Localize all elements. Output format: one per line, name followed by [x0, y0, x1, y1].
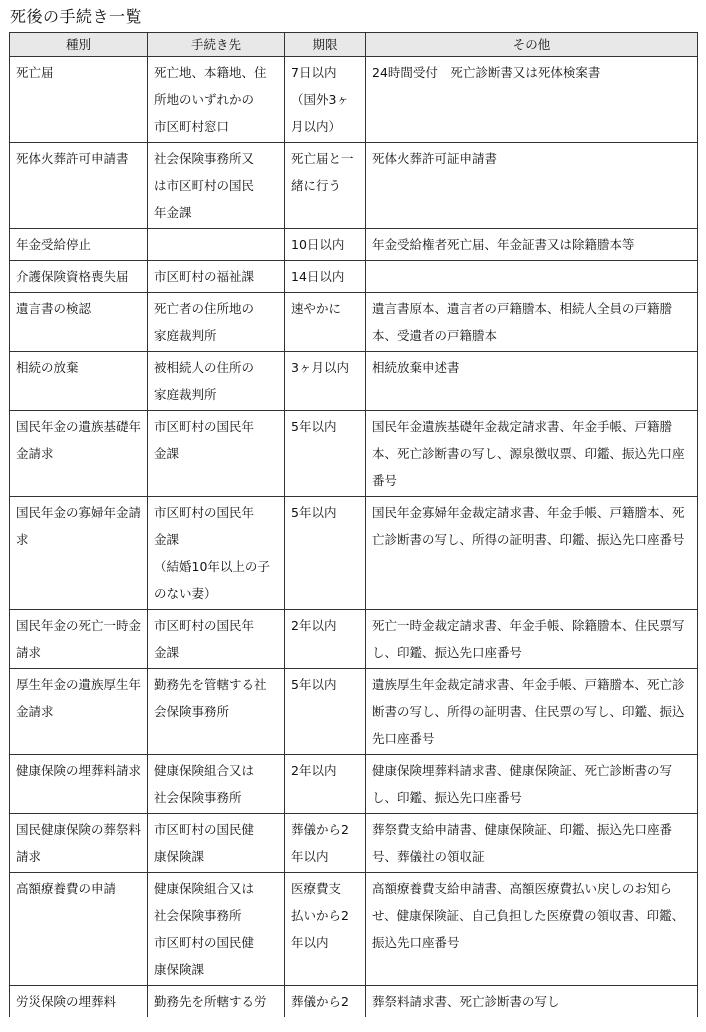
cell-type: 国民健康保険の葬祭料請求	[10, 814, 148, 873]
cell-place-line: 被相続人の住所の	[154, 360, 255, 375]
cell-place-line: 家庭裁判所	[154, 328, 217, 343]
cell-deadline-line: 7日以内	[291, 65, 337, 80]
cell-deadline	[285, 261, 366, 293]
cell-place-line: 市区町村の国民健	[154, 822, 255, 837]
cell-place-line: 市区町村の国民年	[154, 618, 255, 633]
cell-type: 高額療養費の申請	[10, 873, 148, 986]
cell-type: 国民年金の寡婦年金請求	[10, 497, 148, 610]
cell-type: 遺言書の検認	[10, 293, 148, 352]
cell-place-line: 康保険課	[154, 849, 205, 864]
cell-place-line: 市区町村窓口	[154, 119, 230, 134]
table-row	[10, 755, 698, 814]
cell-place-line: 健康保険組合又は	[154, 763, 255, 778]
cell-other: 葬祭費支給申請書、健康保険証、印鑑、振込先口座番号、葬儀社の領収証	[366, 814, 698, 873]
cell-deadline-line: 払いから2	[291, 908, 349, 923]
table-row	[10, 814, 698, 873]
cell-place-line: 康保険課	[154, 962, 205, 977]
cell-deadline	[285, 755, 366, 814]
table-row	[10, 986, 698, 1018]
cell-place-line: （結婚10年以上の子	[154, 559, 270, 574]
cell-deadline	[285, 669, 366, 755]
cell-place-line: 市区町村の国民年	[154, 419, 255, 434]
header-deadline: 期限	[285, 33, 366, 57]
page-title: 死後の手続き一覧	[10, 7, 143, 26]
table-row	[10, 352, 698, 411]
cell-place-line: 健康保険組合又は	[154, 881, 255, 896]
cell-type: 年金受給停止	[10, 229, 148, 261]
table-row	[10, 229, 698, 261]
cell-deadline	[285, 986, 366, 1018]
cell-other: 国民年金遺族基礎年金裁定請求書、年金手帳、戸籍謄本、死亡診断書の写し、源泉徴収票、印鑑、振込先口座番号	[366, 411, 698, 497]
cell-other: 相続放棄申述書	[366, 352, 698, 411]
cell-place-line: 年金課	[154, 205, 192, 220]
cell-place-line: 社会保険事務所又	[154, 151, 255, 166]
header-type: 種別	[10, 33, 148, 57]
table-row	[10, 293, 698, 352]
table-row	[10, 411, 698, 497]
cell-place	[148, 669, 285, 755]
cell-other: 葬祭料請求書、死亡診断書の写し	[366, 986, 698, 1018]
cell-place	[148, 497, 285, 610]
cell-other: 遺言書原本、遺言者の戸籍謄本、相続人全員の戸籍謄本、受遺者の戸籍謄本	[366, 293, 698, 352]
cell-type: 国民年金の遺族基礎年金請求	[10, 411, 148, 497]
cell-place	[148, 873, 285, 986]
cell-place-line: のない妻）	[154, 586, 217, 601]
cell-place-line: 死亡者の住所地の	[154, 301, 255, 316]
cell-deadline-line: 緒に行う	[291, 178, 342, 193]
cell-place	[148, 352, 285, 411]
cell-place	[148, 229, 285, 261]
cell-place	[148, 755, 285, 814]
cell-deadline-line: 2年以内	[291, 763, 337, 778]
cell-type: 介護保険資格喪失届	[10, 261, 148, 293]
cell-deadline-line: 年以内	[291, 935, 329, 950]
cell-deadline	[285, 411, 366, 497]
table-row	[10, 873, 698, 986]
cell-other: 健康保険埋葬料請求書、健康保険証、死亡診断書の写し、印鑑、振込先口座番号	[366, 755, 698, 814]
cell-deadline	[285, 610, 366, 669]
cell-deadline-line: 葬儀から2	[291, 994, 349, 1009]
cell-deadline-line: 14日以内	[291, 269, 345, 284]
header-place: 手続き先	[148, 33, 285, 57]
cell-deadline-line: 2年以内	[291, 618, 337, 633]
cell-deadline	[285, 143, 366, 229]
cell-place-line: 死亡地、本籍地、住	[154, 65, 267, 80]
table-body	[10, 57, 698, 1018]
cell-deadline-line: （国外3ヶ	[291, 92, 349, 107]
cell-place-line: 勤務先を所轄する労	[154, 994, 267, 1009]
cell-deadline-line: 5年以内	[291, 419, 337, 434]
cell-deadline-line: 10日以内	[291, 237, 345, 252]
cell-deadline-line: 死亡届と一	[291, 151, 354, 166]
cell-other: 年金受給権者死亡届、年金証書又は除籍謄本等	[366, 229, 698, 261]
cell-place-line: 所地のいずれかの	[154, 92, 255, 107]
cell-deadline	[285, 293, 366, 352]
table-row	[10, 57, 698, 143]
cell-deadline-line: 5年以内	[291, 677, 337, 692]
cell-deadline-line: 速やかに	[291, 301, 342, 316]
cell-type: 健康保険の埋葬料請求	[10, 755, 148, 814]
cell-type: 厚生年金の遺族厚生年金請求	[10, 669, 148, 755]
cell-deadline-line: 3ヶ月以内	[291, 360, 349, 375]
procedures-table	[9, 32, 698, 1017]
cell-other: 死体火葬許可証申請書	[366, 143, 698, 229]
cell-deadline	[285, 229, 366, 261]
cell-deadline	[285, 814, 366, 873]
cell-other: 高額療養費支給申請書、高額医療費払い戻しのお知らせ、健康保険証、自己負担した医療費の領収書、印鑑、振込先口座番号	[366, 873, 698, 986]
cell-place	[148, 411, 285, 497]
cell-other: 死亡一時金裁定請求書、年金手帳、除籍謄本、住民票写し、印鑑、振込先口座番号	[366, 610, 698, 669]
cell-place-line: 金課	[154, 645, 180, 660]
cell-place-line: 社会保険事務所	[154, 790, 242, 805]
cell-place	[148, 986, 285, 1018]
cell-other: 24時間受付 死亡診断書又は死体検案書	[366, 57, 698, 143]
cell-place-line: 市区町村の国民健	[154, 935, 255, 950]
cell-place-line: 金課	[154, 446, 180, 461]
cell-deadline-line: 葬儀から2	[291, 822, 349, 837]
cell-deadline-line: 医療費支	[291, 881, 342, 896]
cell-type: 国民年金の死亡一時金請求	[10, 610, 148, 669]
cell-deadline	[285, 352, 366, 411]
cell-deadline	[285, 873, 366, 986]
cell-place-line: は市区町村の国民	[154, 178, 255, 193]
header-other: その他	[366, 33, 698, 57]
cell-type: 死体火葬許可申請書	[10, 143, 148, 229]
cell-place	[148, 261, 285, 293]
cell-place-line: 家庭裁判所	[154, 387, 217, 402]
cell-deadline	[285, 57, 366, 143]
cell-type: 相続の放棄	[10, 352, 148, 411]
cell-other: 遺族厚生年金裁定請求書、年金手帳、戸籍謄本、死亡診断書の写し、所得の証明書、住民票の写し、印鑑、振込先口座番号	[366, 669, 698, 755]
cell-place	[148, 610, 285, 669]
table-row	[10, 143, 698, 229]
cell-deadline	[285, 497, 366, 610]
table-header-row	[10, 33, 698, 57]
cell-place-line: 金課	[154, 532, 180, 547]
cell-place	[148, 293, 285, 352]
table-row	[10, 610, 698, 669]
cell-place-line: 市区町村の福祉課	[154, 269, 255, 284]
cell-place	[148, 57, 285, 143]
cell-place-line: 市区町村の国民年	[154, 505, 255, 520]
cell-type: 労災保険の埋葬料	[10, 986, 148, 1018]
table-row	[10, 669, 698, 755]
cell-deadline-line: 年以内	[291, 849, 329, 864]
cell-other	[366, 261, 698, 293]
cell-deadline-line: 月以内）	[291, 119, 342, 134]
cell-type: 死亡届	[10, 57, 148, 143]
cell-place-line: 会保険事務所	[154, 704, 230, 719]
table-row	[10, 497, 698, 610]
cell-deadline-line: 5年以内	[291, 505, 337, 520]
cell-place-line: 社会保険事務所	[154, 908, 242, 923]
cell-place	[148, 814, 285, 873]
cell-other: 国民年金寡婦年金裁定請求書、年金手帳、戸籍謄本、死亡診断書の写し、所得の証明書、印鑑、振込先口座番号	[366, 497, 698, 610]
cell-place	[148, 143, 285, 229]
cell-place-line: 勤務先を管轄する社	[154, 677, 267, 692]
table-row	[10, 261, 698, 293]
